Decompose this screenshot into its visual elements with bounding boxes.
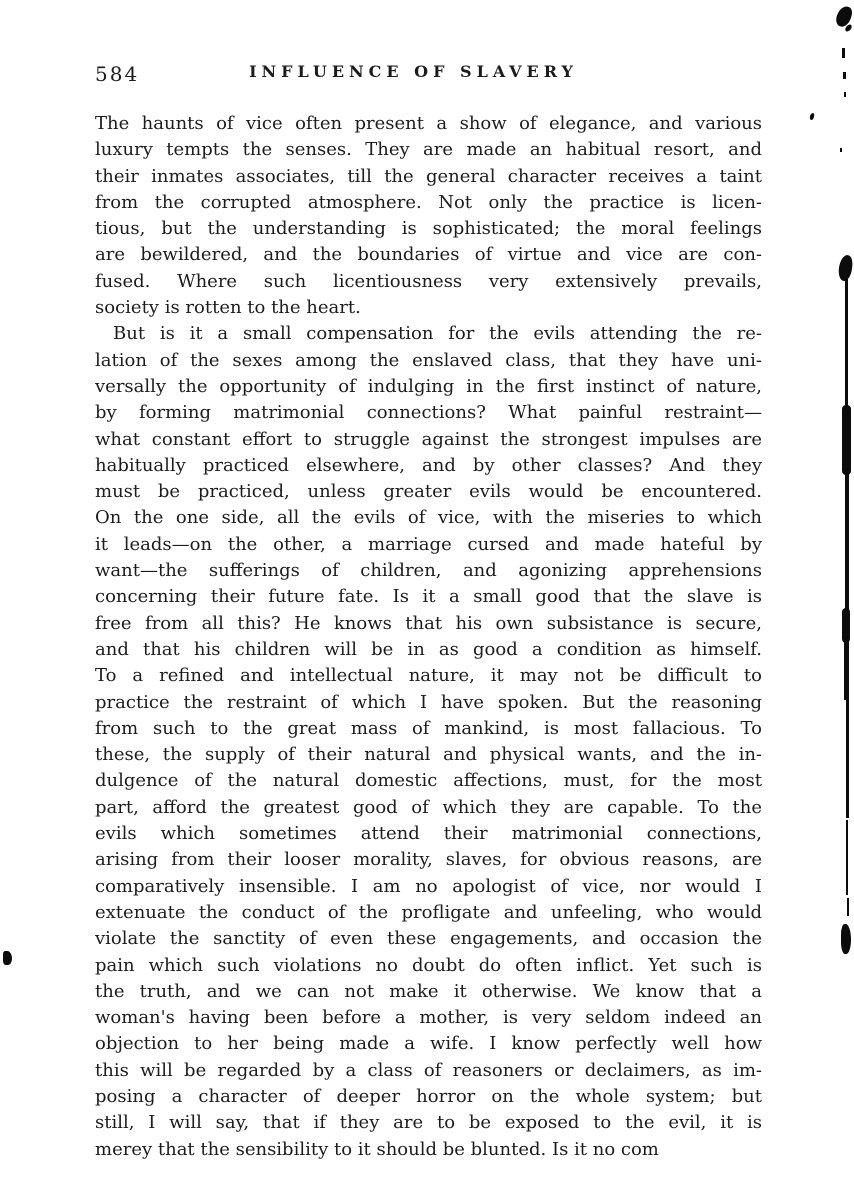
text-line: lation of the sexes among the enslaved class, that they have uni- (95, 349, 762, 371)
text-line: are bewildered, and the boundaries of virtue and vice are con- (95, 244, 762, 266)
text-line: society is rotten to the heart. (95, 297, 361, 319)
text-line: what constant effort to struggle against the strongest impulses are (95, 428, 762, 450)
text-line: The haunts of vice often present a show of elegance, and various (95, 113, 762, 134)
running-header (95, 62, 762, 88)
text-line: arising from their looser morality, slaves, for obvious reasons, are (95, 849, 762, 871)
text-line: habitually practiced elsewhere, and by other classes? And they (95, 454, 762, 476)
paragraph (95, 111, 762, 321)
ink-speck (842, 48, 845, 58)
text-line: objection to her being made a wife. I know perfectly well how (95, 1033, 762, 1055)
text-line: these, the supply of their natural and physical wants, and the in- (95, 744, 762, 766)
text-line: evils which sometimes attend their matrimonial connections, (95, 823, 762, 845)
page-number: 584 (95, 62, 140, 86)
text-line: violate the sanctity of even these engagements, and occasion the (95, 928, 762, 950)
running-title: INFLUENCE OF SLAVERY (249, 62, 578, 81)
body-text (95, 111, 762, 1163)
ink-speck (843, 72, 846, 79)
text-line: tious, but the understanding is sophisticated; the moral feelings (95, 218, 762, 240)
ink-speck (840, 148, 842, 152)
text-line: comparatively insensible. I am no apologist of vice, nor would I (95, 875, 762, 897)
text-line: To a refined and intellectual nature, it may not be difficult to (95, 665, 762, 687)
text-line: concerning their future fate. Is it a small good that the slave is (95, 586, 762, 608)
text-line: free from all this? He knows that his own subsistance is secure, (95, 612, 762, 634)
text-line: still, I will say, that if they are to be exposed to the evil, it is (95, 1112, 762, 1134)
ink-speck (809, 113, 815, 121)
paragraph (95, 321, 762, 1163)
text-line: it leads—on the other, a marriage cursed and made hateful by (95, 533, 762, 555)
text-line: On the one side, all the evils of vice, with the miseries to which (95, 507, 762, 529)
text-line: pain which such violations no doubt do often inflict. Yet such is (95, 954, 762, 976)
text-line: versally the opportunity of indulging in the first instinct of nature, (95, 375, 762, 397)
text-line: fused. Where such licentiousness very extensively prevails, (95, 270, 762, 292)
text-line: luxury tempts the senses. They are made an habitual resort, and (95, 139, 762, 161)
text-line: and that his children will be in as good a condition as himself. (95, 638, 762, 660)
ink-speck-left-margin (3, 951, 12, 965)
text-line: want—the sufferings of children, and agonizing apprehensions (95, 560, 762, 582)
text-line: must be practiced, unless greater evils would be encountered. (95, 481, 762, 503)
ink-speck (844, 92, 846, 97)
text-line: dulgence of the natural domestic affections, must, for the most (95, 770, 762, 792)
text-line: this will be regarded by a class of reasoners or declaimers, as im- (95, 1059, 762, 1081)
text-line: woman's having been before a mother, is very seldom indeed an (95, 1007, 762, 1029)
text-line: practice the restraint of which I have spoken. But the reasoning (95, 691, 762, 713)
text-line: merey that the sensibility to it should be blunted. Is it no com (95, 1138, 659, 1160)
text-line: their inmates associates, till the general character receives a taint (95, 165, 762, 187)
text-line: the truth, and we can not make it otherwise. We know that a (95, 980, 762, 1002)
text-line: extenuate the conduct of the profligate and unfeeling, who would (95, 901, 762, 923)
text-line: from the corrupted atmosphere. Not only the practice is licen- (95, 191, 762, 213)
text-line: from such to the great mass of mankind, is most fallacious. To (95, 717, 762, 739)
text-line: part, afford the greatest good of which they are capable. To the (95, 796, 762, 818)
text-line: But is it a small compensation for the evils attending the re- (113, 323, 762, 345)
text-line: posing a character of deeper horror on the whole system; but (95, 1085, 762, 1107)
text-line: by forming matrimonial connections? What painful restraint— (95, 402, 762, 424)
